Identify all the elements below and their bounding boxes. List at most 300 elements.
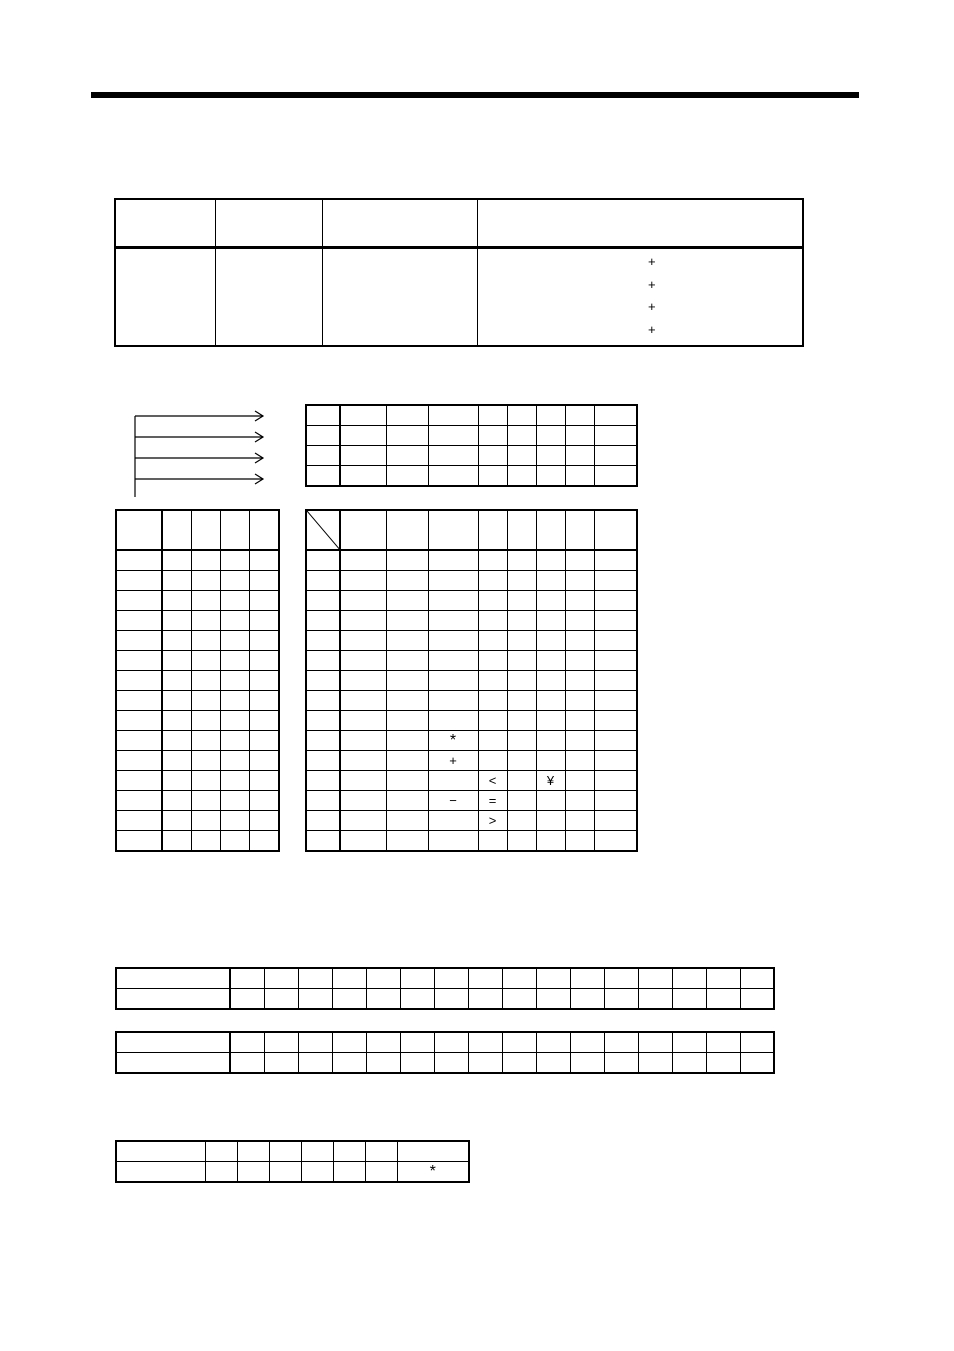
spec-table [114, 198, 804, 347]
table-cell [205, 1141, 237, 1162]
table-cell [220, 751, 249, 771]
table-cell [672, 989, 706, 1010]
table-cell [507, 651, 536, 671]
table-cell [594, 466, 637, 487]
table-cell [478, 510, 507, 550]
table-cell [400, 989, 434, 1010]
table-cell [638, 1032, 672, 1053]
table-cell [594, 771, 637, 791]
table-cell [478, 446, 507, 466]
table-cell [116, 1141, 205, 1162]
table-cell [428, 671, 478, 691]
symbol-greater-than: > [478, 811, 507, 831]
table-cell [220, 631, 249, 651]
table-cell [478, 651, 507, 671]
table-cell [340, 791, 386, 811]
table-cell [536, 591, 565, 611]
table-cell [340, 811, 386, 831]
table-cell [269, 1162, 301, 1183]
table-cell [340, 831, 386, 852]
table-cell [507, 550, 536, 571]
table-cell [428, 711, 478, 731]
table-cell [386, 426, 428, 446]
table-cell [536, 611, 565, 631]
table-cell [162, 831, 191, 852]
table-cell [366, 1053, 400, 1074]
table-cell [507, 831, 536, 852]
table-cell [502, 968, 536, 989]
table-cell [116, 731, 162, 751]
table-cell [340, 510, 386, 550]
table-cell [301, 1162, 333, 1183]
table-cell [594, 571, 637, 591]
symbol-yen: ¥ [536, 771, 565, 791]
table-cell [162, 811, 191, 831]
table-cell [594, 510, 637, 550]
table-cell [565, 811, 594, 831]
table-cell [220, 831, 249, 852]
table-cell [162, 651, 191, 671]
table-cell [468, 989, 502, 1010]
table-cell [536, 1053, 570, 1074]
table-cell [536, 811, 565, 831]
spec-header-cell [477, 199, 803, 248]
table-cell [306, 405, 340, 426]
table-cell [565, 671, 594, 691]
table-cell [237, 1141, 269, 1162]
table-cell [116, 968, 230, 989]
table-cell [478, 731, 507, 751]
table-cell [116, 751, 162, 771]
table-cell [386, 611, 428, 631]
table-cell [340, 571, 386, 591]
table-cell [162, 731, 191, 751]
table-cell [502, 989, 536, 1010]
table-cell [230, 1053, 264, 1074]
table-cell [162, 791, 191, 811]
table-cell [565, 651, 594, 671]
table-cell [672, 1032, 706, 1053]
table-cell [536, 651, 565, 671]
table-cell [565, 751, 594, 771]
table-cell [333, 1162, 365, 1183]
table-cell [306, 711, 340, 731]
table-cell [116, 611, 162, 631]
top-rule [91, 92, 859, 98]
table-cell [478, 611, 507, 631]
table-cell [298, 1032, 332, 1053]
table-cell [162, 771, 191, 791]
table-cell [594, 831, 637, 852]
table-cell [478, 831, 507, 852]
table-cell [116, 510, 162, 550]
table-cell [536, 631, 565, 651]
table-cell [565, 771, 594, 791]
plus-mark: + [647, 276, 656, 292]
table-cell [594, 631, 637, 651]
table-cell [507, 591, 536, 611]
table-cell [536, 671, 565, 691]
table-cell [191, 571, 220, 591]
table-cell [230, 1032, 264, 1053]
table-cell [478, 671, 507, 691]
table-cell [340, 405, 386, 426]
table-cell [191, 771, 220, 791]
table-cell [502, 1032, 536, 1053]
table-cell [604, 1032, 638, 1053]
table-cell [536, 711, 565, 731]
table-cell [507, 466, 536, 487]
table-cell [386, 811, 428, 831]
table-cell [428, 691, 478, 711]
table-cell [386, 791, 428, 811]
table-cell [306, 811, 340, 831]
table-cell [536, 426, 565, 446]
table-cell [340, 466, 386, 487]
table-cell [507, 711, 536, 731]
table-cell [306, 831, 340, 852]
table-cell [565, 611, 594, 631]
table-cell [249, 691, 279, 711]
table-cell [428, 591, 478, 611]
table-cell [249, 811, 279, 831]
table-cell [264, 1053, 298, 1074]
table-cell [220, 510, 249, 550]
table-cell [386, 466, 428, 487]
table-cell [706, 989, 740, 1010]
table-cell [740, 1032, 774, 1053]
table-cell [220, 571, 249, 591]
table-cell [478, 466, 507, 487]
table-cell [191, 831, 220, 852]
table-cell [162, 631, 191, 651]
table-cell [468, 1032, 502, 1053]
table-cell [306, 671, 340, 691]
table-cell [478, 751, 507, 771]
symbol-less-than: < [478, 771, 507, 791]
table-cell [249, 771, 279, 791]
table-cell [638, 968, 672, 989]
table-cell [565, 550, 594, 571]
table-cell [220, 711, 249, 731]
table-cell [333, 1141, 365, 1162]
table-cell [507, 751, 536, 771]
table-cell [386, 751, 428, 771]
table-cell [366, 968, 400, 989]
table-cell [306, 571, 340, 591]
table-cell [191, 711, 220, 731]
table-cell [536, 466, 565, 487]
data-strip-table-3 [115, 1140, 470, 1183]
table-cell [638, 1053, 672, 1074]
table-cell [386, 631, 428, 651]
table-cell [306, 631, 340, 651]
spec-formula-cell [477, 248, 803, 347]
table-cell [191, 791, 220, 811]
table-cell [230, 989, 264, 1010]
table-cell [428, 771, 478, 791]
table-cell [220, 771, 249, 791]
table-cell [340, 751, 386, 771]
table-cell [478, 631, 507, 651]
table-cell [191, 731, 220, 751]
table-cell [706, 1032, 740, 1053]
diagonal-line [307, 511, 341, 551]
table-cell [116, 591, 162, 611]
table-cell [220, 811, 249, 831]
table-cell [565, 446, 594, 466]
table-cell [478, 571, 507, 591]
table-cell [434, 1053, 468, 1074]
bit-arrow-diagram [125, 405, 275, 500]
table-cell [116, 989, 230, 1010]
table-cell [386, 446, 428, 466]
table-cell [264, 1032, 298, 1053]
table-cell [386, 771, 428, 791]
table-cell [536, 751, 565, 771]
table-cell [191, 751, 220, 771]
spec-cell [215, 248, 322, 347]
table-cell [249, 831, 279, 852]
table-cell [565, 405, 594, 426]
table-cell [249, 711, 279, 731]
table-cell [672, 968, 706, 989]
table-cell [536, 510, 565, 550]
table-cell [507, 771, 536, 791]
table-cell [116, 811, 162, 831]
table-cell [230, 968, 264, 989]
table-cell [116, 1053, 230, 1074]
table-cell [249, 611, 279, 631]
spec-header-cell [215, 199, 322, 248]
table-cell [162, 711, 191, 731]
table-cell [507, 571, 536, 591]
table-cell [340, 446, 386, 466]
table-cell [604, 1053, 638, 1074]
character-code-table-wrap [305, 509, 636, 852]
table-cell [565, 691, 594, 711]
table-cell [386, 711, 428, 731]
table-cell [220, 691, 249, 711]
table-cell [570, 1053, 604, 1074]
table-cell [428, 631, 478, 651]
table-cell [565, 831, 594, 852]
spec-cell [322, 248, 477, 347]
symbol-plus: + [428, 751, 478, 771]
plus-mark: + [647, 321, 656, 337]
table-cell [638, 989, 672, 1010]
table-cell [332, 1032, 366, 1053]
table-cell [428, 571, 478, 591]
table-cell [116, 671, 162, 691]
table-cell [397, 1141, 469, 1162]
table-cell [536, 989, 570, 1010]
table-cell [340, 426, 386, 446]
table-cell [162, 591, 191, 611]
table-cell [249, 550, 279, 571]
table-cell [220, 591, 249, 611]
table-cell [478, 550, 507, 571]
table-cell [116, 571, 162, 591]
table-cell [116, 791, 162, 811]
table-cell [507, 671, 536, 691]
table-cell [428, 426, 478, 446]
table-cell [340, 731, 386, 751]
table-cell [507, 631, 536, 651]
table-cell [594, 711, 637, 731]
table-cell [191, 510, 220, 550]
table-cell [264, 968, 298, 989]
table-cell [594, 731, 637, 751]
table-cell [332, 968, 366, 989]
table-cell [740, 1053, 774, 1074]
table-cell [478, 691, 507, 711]
table-cell [428, 611, 478, 631]
bit-pattern-table [115, 509, 280, 852]
symbol-asterisk: * [428, 731, 478, 751]
table-cell [306, 466, 340, 487]
table-cell [162, 611, 191, 631]
table-cell [162, 510, 191, 550]
table-cell [306, 651, 340, 671]
table-cell [478, 405, 507, 426]
table-cell [507, 691, 536, 711]
table-cell [536, 968, 570, 989]
table-cell [162, 691, 191, 711]
table-cell [306, 791, 340, 811]
table-cell [249, 791, 279, 811]
strip-asterisk: * [397, 1162, 469, 1183]
table-cell [249, 591, 279, 611]
table-cell [386, 591, 428, 611]
table-cell [604, 989, 638, 1010]
table-cell [340, 631, 386, 651]
table-cell [116, 631, 162, 651]
table-cell [162, 571, 191, 591]
table-cell [672, 1053, 706, 1074]
table-cell [400, 968, 434, 989]
table-cell [536, 791, 565, 811]
table-cell [306, 751, 340, 771]
table-cell [400, 1032, 434, 1053]
table-cell [116, 651, 162, 671]
table-cell [507, 811, 536, 831]
table-cell [594, 791, 637, 811]
spec-header-cell [322, 199, 477, 248]
table-cell [594, 591, 637, 611]
table-cell [332, 989, 366, 1010]
table-cell [116, 1032, 230, 1053]
table-cell [365, 1162, 397, 1183]
table-cell [507, 426, 536, 446]
table-cell [594, 446, 637, 466]
table-cell [191, 691, 220, 711]
table-cell [478, 426, 507, 446]
table-cell [340, 711, 386, 731]
table-cell [162, 550, 191, 571]
table-cell [191, 550, 220, 571]
table-cell [301, 1141, 333, 1162]
table-cell [386, 831, 428, 852]
table-cell [428, 446, 478, 466]
data-strip-table-2 [115, 1031, 775, 1074]
table-cell [116, 771, 162, 791]
table-cell [507, 510, 536, 550]
table-cell [220, 550, 249, 571]
table-cell [536, 571, 565, 591]
table-cell [205, 1162, 237, 1183]
table-cell [740, 968, 774, 989]
table-cell [306, 591, 340, 611]
table-cell [332, 1053, 366, 1074]
plus-mark: + [647, 299, 656, 314]
table-cell [366, 1032, 400, 1053]
table-cell [249, 651, 279, 671]
data-strip-table-1 [115, 967, 775, 1010]
table-cell [306, 446, 340, 466]
table-cell [740, 989, 774, 1010]
table-cell [269, 1141, 301, 1162]
table-cell [570, 1032, 604, 1053]
table-cell [191, 591, 220, 611]
table-cell [116, 1162, 205, 1183]
bit-header-table [305, 404, 638, 487]
table-cell [298, 968, 332, 989]
table-cell [594, 426, 637, 446]
table-cell [220, 731, 249, 751]
table-cell [249, 671, 279, 691]
table-cell [468, 1053, 502, 1074]
table-cell [249, 510, 279, 550]
table-cell [536, 731, 565, 751]
table-cell [428, 651, 478, 671]
table-cell [565, 571, 594, 591]
table-cell [604, 968, 638, 989]
table-cell [340, 591, 386, 611]
table-cell [507, 446, 536, 466]
table-cell [386, 571, 428, 591]
table-cell [249, 631, 279, 651]
table-cell [386, 510, 428, 550]
table-cell [536, 550, 565, 571]
table-cell [306, 426, 340, 446]
table-cell [428, 811, 478, 831]
table-cell [191, 631, 220, 651]
table-cell [340, 550, 386, 571]
table-cell [340, 611, 386, 631]
table-cell [706, 968, 740, 989]
spec-header-cell [115, 199, 215, 248]
table-cell [565, 510, 594, 550]
table-cell [706, 1053, 740, 1074]
table-cell [565, 631, 594, 651]
table-cell [162, 671, 191, 691]
symbol-minus: − [428, 791, 478, 811]
table-cell [220, 791, 249, 811]
table-cell [507, 731, 536, 751]
table-cell [565, 426, 594, 446]
table-cell [249, 751, 279, 771]
table-cell [386, 651, 428, 671]
character-code-table [305, 509, 638, 852]
table-cell [428, 550, 478, 571]
table-cell [249, 571, 279, 591]
table-cell [594, 811, 637, 831]
table-cell [507, 791, 536, 811]
table-cell [594, 405, 637, 426]
table-cell [306, 771, 340, 791]
table-cell [366, 989, 400, 1010]
